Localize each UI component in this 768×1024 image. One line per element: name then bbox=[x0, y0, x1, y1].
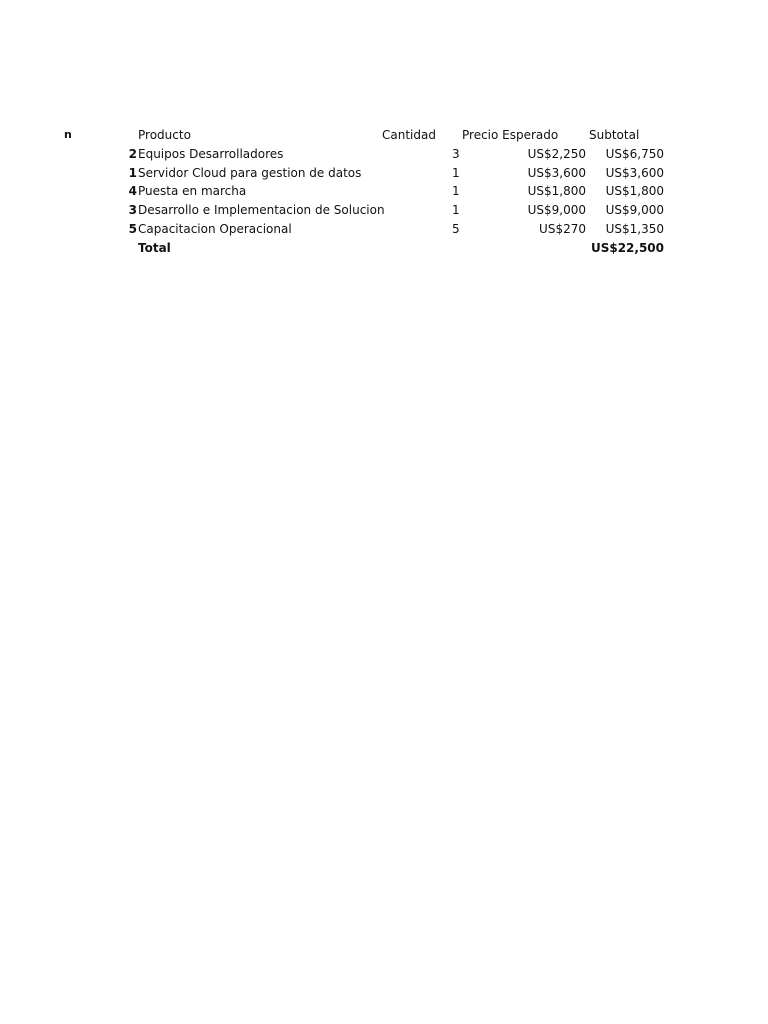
row-quantity: 3 bbox=[452, 147, 460, 161]
row-subtotal: US$1,800 bbox=[605, 184, 664, 198]
row-index: 2 bbox=[128, 147, 137, 161]
column-marker: n bbox=[64, 128, 72, 141]
row-product: Capacitacion Operacional bbox=[138, 222, 292, 236]
row-price: US$1,800 bbox=[527, 184, 586, 198]
total-value: US$22,500 bbox=[590, 241, 664, 255]
row-subtotal: US$1,350 bbox=[605, 222, 664, 236]
row-index: 1 bbox=[128, 166, 137, 180]
row-price: US$2,250 bbox=[527, 147, 586, 161]
row-quantity: 5 bbox=[452, 222, 460, 236]
row-price: US$9,000 bbox=[527, 203, 586, 217]
row-quantity: 1 bbox=[452, 166, 460, 180]
row-quantity: 1 bbox=[452, 184, 460, 198]
row-index: 4 bbox=[128, 184, 137, 198]
row-product: Equipos Desarrolladores bbox=[138, 147, 284, 161]
row-price: US$3,600 bbox=[527, 166, 586, 180]
row-product: Servidor Cloud para gestion de datos bbox=[138, 166, 362, 180]
header-precio-esperado: Precio Esperado bbox=[462, 128, 559, 142]
row-index: 3 bbox=[128, 203, 137, 217]
row-product: Desarrollo e Implementacion de Solucion bbox=[138, 203, 385, 217]
row-subtotal: US$3,600 bbox=[605, 166, 664, 180]
row-quantity: 1 bbox=[452, 203, 460, 217]
row-price: US$270 bbox=[539, 222, 586, 236]
header-subtotal: Subtotal bbox=[589, 128, 640, 142]
total-label: Total bbox=[138, 241, 171, 255]
header-cantidad: Cantidad bbox=[382, 128, 436, 142]
row-product: Puesta en marcha bbox=[138, 184, 247, 198]
row-subtotal: US$9,000 bbox=[605, 203, 664, 217]
header-producto: Producto bbox=[138, 128, 191, 142]
row-index: 5 bbox=[128, 222, 137, 236]
row-subtotal: US$6,750 bbox=[605, 147, 664, 161]
